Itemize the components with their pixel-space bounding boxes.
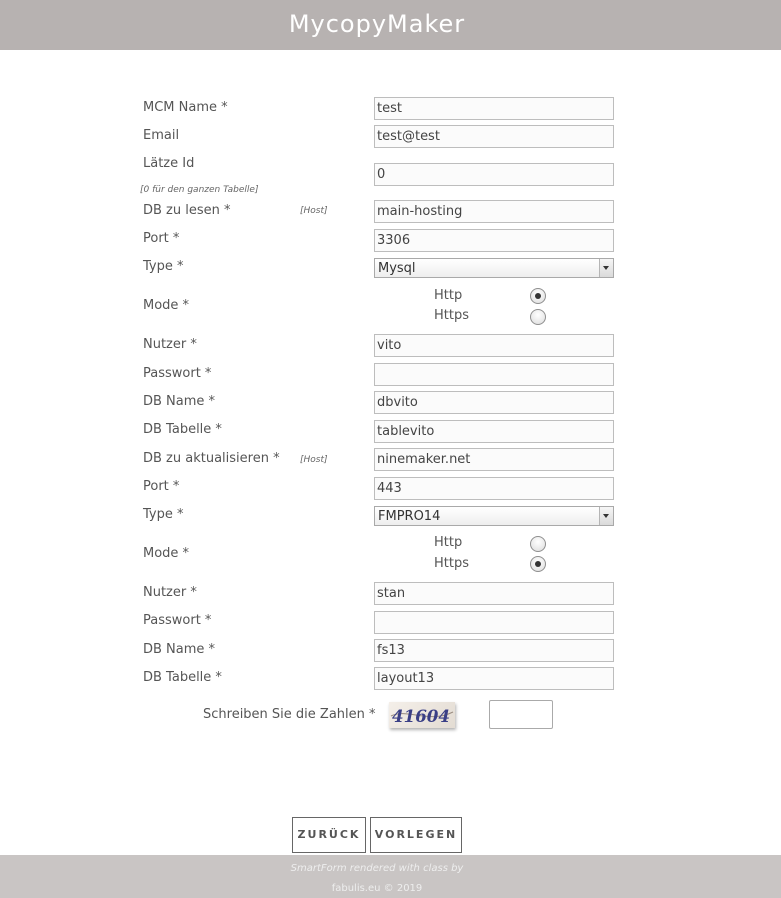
footer-credit: SmartForm rendered with class by bbox=[290, 863, 464, 874]
app-title: MycopyMaker bbox=[288, 10, 466, 38]
target-mode-http-label: Http bbox=[434, 535, 463, 550]
chevron-down-icon[interactable] bbox=[599, 507, 613, 525]
email-label: Email bbox=[143, 128, 180, 143]
target-db-name-label: DB Name * bbox=[143, 642, 216, 657]
target-port-input[interactable]: 443 bbox=[374, 477, 614, 500]
captcha-label: Schreiben Sie die Zahlen * bbox=[203, 707, 376, 722]
target-type-label: Type * bbox=[143, 507, 184, 522]
source-db-table-input[interactable]: tablevito bbox=[374, 420, 614, 443]
target-user-input[interactable]: stan bbox=[374, 582, 614, 605]
target-db-name-input[interactable]: fs13 bbox=[374, 639, 614, 662]
target-mode-https-label: Https bbox=[434, 556, 469, 571]
last-id-input[interactable]: 0 bbox=[374, 163, 614, 186]
footer-copyright: fabulis.eu © 2019 bbox=[331, 883, 423, 894]
email-input[interactable]: test@test bbox=[374, 125, 614, 148]
target-password-input[interactable] bbox=[374, 611, 614, 634]
target-mode-label: Mode * bbox=[143, 546, 190, 561]
source-type-value: Mysql bbox=[378, 261, 416, 276]
captcha-code: 41604 bbox=[392, 707, 450, 727]
source-user-input[interactable]: vito bbox=[374, 334, 614, 357]
chevron-down-icon[interactable] bbox=[599, 259, 613, 277]
source-mode-label: Mode * bbox=[143, 298, 190, 313]
target-port-label: Port * bbox=[143, 479, 180, 494]
target-type-value: FMPRO14 bbox=[378, 509, 441, 524]
target-db-table-label: DB Tabelle * bbox=[143, 670, 222, 685]
target-host-input[interactable]: ninemaker.net bbox=[374, 448, 614, 471]
source-type-select[interactable] bbox=[374, 258, 614, 278]
source-port-input[interactable]: 3306 bbox=[374, 229, 614, 252]
source-port-label: Port * bbox=[143, 231, 180, 246]
source-host-input[interactable]: main-hosting bbox=[374, 200, 614, 223]
source-password-label: Passwort * bbox=[143, 366, 212, 381]
mcm-name-input[interactable]: test bbox=[374, 97, 614, 120]
captcha-input[interactable] bbox=[489, 700, 553, 729]
source-type-label: Type * bbox=[143, 259, 184, 274]
last-id-label: Lätze Id bbox=[143, 156, 195, 171]
mcm-name-label: MCM Name * bbox=[143, 100, 228, 115]
target-host-hint: [Host] bbox=[300, 455, 328, 465]
source-user-label: Nutzer * bbox=[143, 337, 197, 352]
target-mode-https-radio[interactable] bbox=[530, 556, 546, 572]
source-db-table-label: DB Tabelle * bbox=[143, 422, 222, 437]
source-db-name-label: DB Name * bbox=[143, 394, 216, 409]
source-mode-http-radio[interactable] bbox=[530, 288, 546, 304]
source-host-label: DB zu lesen * bbox=[143, 203, 231, 218]
target-password-label: Passwort * bbox=[143, 613, 212, 628]
header-bar bbox=[0, 0, 781, 50]
target-db-table-input[interactable]: layout13 bbox=[374, 667, 614, 690]
footer-bar bbox=[0, 855, 781, 898]
source-password-input[interactable] bbox=[374, 363, 614, 386]
submit-button[interactable]: VORLEGEN bbox=[370, 817, 462, 853]
back-button[interactable]: ZURÜCK bbox=[292, 817, 366, 853]
source-mode-https-radio[interactable] bbox=[530, 309, 546, 325]
source-mode-https-label: Https bbox=[434, 308, 469, 323]
target-type-select[interactable] bbox=[374, 506, 614, 526]
captcha-image bbox=[389, 702, 455, 728]
source-host-hint: [Host] bbox=[300, 206, 328, 216]
last-id-hint: [0 für den ganzen Tabelle] bbox=[140, 185, 259, 195]
source-db-name-input[interactable]: dbvito bbox=[374, 391, 614, 414]
source-mode-http-label: Http bbox=[434, 288, 463, 303]
captcha-graphic bbox=[389, 702, 455, 728]
target-mode-http-radio[interactable] bbox=[530, 536, 546, 552]
target-user-label: Nutzer * bbox=[143, 585, 197, 600]
target-host-label: DB zu aktualisieren * bbox=[143, 451, 280, 466]
